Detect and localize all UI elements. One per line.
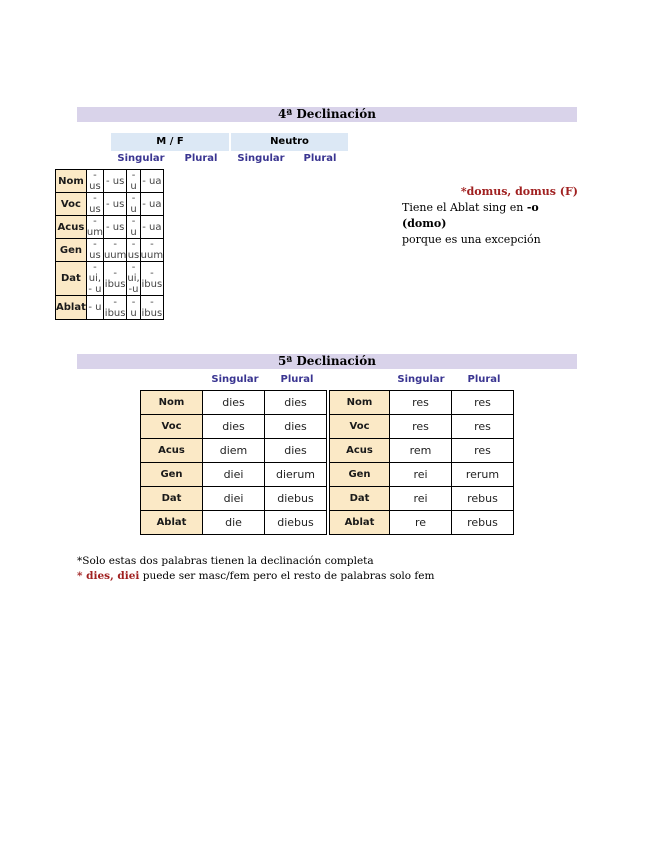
- res-case-cell: Nom: [330, 391, 390, 415]
- dies-case-cell: Nom: [141, 391, 203, 415]
- sub-header-plural: Plural: [467, 374, 501, 385]
- table-row: [56, 239, 164, 262]
- group-header-neutro: Neutro: [231, 133, 348, 151]
- sub-header-plural: Plural: [303, 153, 337, 164]
- res-table: [329, 390, 514, 535]
- dies-singular-cell: die: [203, 511, 265, 535]
- note-text: Tiene el Ablat sing en: [402, 201, 527, 214]
- table-row: [330, 415, 514, 439]
- dies-singular-cell: dies: [203, 415, 265, 439]
- note-bold: -o (domo): [402, 201, 539, 230]
- table-row: [141, 391, 327, 415]
- mf-singular-cell: - um: [86, 216, 103, 238]
- res-plural-cell: rebus: [452, 487, 514, 511]
- note-line: [402, 200, 578, 232]
- neutro-singular-cell: - u: [127, 170, 140, 193]
- mf-plural-cell: - us: [103, 216, 126, 239]
- table-row: [330, 391, 514, 415]
- footnote-text: puede ser masc/fem pero el resto de palabras solo fem: [139, 570, 435, 582]
- neutro-singular-cell: - u: [127, 193, 140, 216]
- section-title-4: 4ª Declinación: [77, 107, 577, 122]
- case-cell: Gen: [56, 239, 87, 262]
- case-cell: Ablat: [56, 296, 87, 320]
- dies-table: [140, 390, 327, 535]
- mf-plural-cell: - ibus: [104, 296, 126, 319]
- res-singular-cell: rei: [390, 463, 452, 487]
- section-title-5: 5ª Declinación: [77, 354, 577, 369]
- neutro-plural-cell: - ua: [140, 170, 163, 193]
- dies-case-cell: Gen: [141, 463, 203, 487]
- declension-4-grid: [55, 169, 164, 320]
- res-plural-cell: res: [452, 439, 514, 463]
- res-plural-cell: res: [452, 391, 514, 415]
- res-case-cell: Ablat: [330, 511, 390, 535]
- footnote-gender: [77, 570, 434, 582]
- res-case-cell: Gen: [330, 463, 390, 487]
- sub-header-plural: Plural: [280, 374, 314, 385]
- dies-plural-cell: dies: [265, 415, 327, 439]
- res-case-cell: Dat: [330, 487, 390, 511]
- case-cell: Nom: [56, 170, 87, 193]
- table-row: [330, 463, 514, 487]
- table-row: [56, 296, 164, 320]
- res-singular-cell: re: [390, 511, 452, 535]
- sub-header-singular: Singular: [237, 153, 285, 164]
- mf-plural-cell: - us: [103, 170, 126, 193]
- case-cell: Acus: [56, 216, 87, 239]
- res-singular-cell: res: [390, 415, 452, 439]
- table-row: [56, 262, 164, 296]
- footnote-dies: dies, diei: [86, 570, 140, 582]
- table-row: [56, 216, 164, 239]
- table-row: [141, 439, 327, 463]
- table-row: [141, 463, 327, 487]
- dies-singular-cell: diem: [203, 439, 265, 463]
- mf-singular-cell: - us: [86, 239, 103, 262]
- neutro-singular-cell: - ui, -u: [127, 262, 140, 295]
- sub-header-singular: Singular: [117, 153, 165, 164]
- dies-case-cell: Acus: [141, 439, 203, 463]
- neutro-singular-cell: - us: [127, 239, 140, 261]
- dies-case-cell: Voc: [141, 415, 203, 439]
- neutro-plural-cell: - ua: [140, 216, 163, 239]
- neutro-plural-cell: - ibus: [141, 296, 163, 319]
- footnote-complete: *Solo estas dos palabras tienen la declinación completa: [77, 555, 374, 567]
- table-row: [141, 487, 327, 511]
- mf-singular-cell: - us: [86, 193, 103, 216]
- mf-plural-cell: - us: [103, 193, 126, 216]
- group-header-mf: M / F: [111, 133, 229, 151]
- dies-singular-cell: dies: [203, 391, 265, 415]
- domus-note: [402, 184, 578, 248]
- dies-plural-cell: diebus: [265, 487, 327, 511]
- dies-plural-cell: dies: [265, 439, 327, 463]
- res-plural-cell: rerum: [452, 463, 514, 487]
- sub-header-singular: Singular: [211, 374, 259, 385]
- dies-plural-cell: dies: [265, 391, 327, 415]
- res-plural-cell: rebus: [452, 511, 514, 535]
- table-row: [56, 170, 164, 193]
- table-row: [56, 193, 164, 216]
- mf-singular-cell: - us: [86, 170, 103, 193]
- res-singular-cell: res: [390, 391, 452, 415]
- res-case-cell: Voc: [330, 415, 390, 439]
- dies-singular-cell: diei: [203, 487, 265, 511]
- table-row: [330, 487, 514, 511]
- dies-plural-cell: dierum: [265, 463, 327, 487]
- res-singular-cell: rei: [390, 487, 452, 511]
- res-case-cell: Acus: [330, 439, 390, 463]
- case-cell: Voc: [56, 193, 87, 216]
- table-row: [141, 511, 327, 535]
- mf-singular-cell: - u: [86, 296, 103, 320]
- mf-singular-cell: - ui, - u: [88, 262, 102, 295]
- sub-header-plural: Plural: [184, 153, 218, 164]
- dies-case-cell: Dat: [141, 487, 203, 511]
- dies-plural-cell: diebus: [265, 511, 327, 535]
- neutro-singular-cell: - u: [127, 296, 140, 320]
- res-plural-cell: res: [452, 415, 514, 439]
- res-singular-cell: rem: [390, 439, 452, 463]
- table-row: [330, 439, 514, 463]
- mf-plural-cell: - ibus: [103, 262, 126, 296]
- dies-case-cell: Ablat: [141, 511, 203, 535]
- neutro-singular-cell: - u: [127, 216, 140, 239]
- neutro-plural-cell: - ua: [140, 193, 163, 216]
- neutro-plural-cell: - uum: [140, 239, 164, 261]
- table-row: [330, 511, 514, 535]
- case-cell: Dat: [56, 262, 87, 296]
- neutro-plural-cell: - ibus: [140, 262, 163, 296]
- note-line: porque es una excepción: [402, 233, 541, 246]
- dies-singular-cell: diei: [203, 463, 265, 487]
- sub-header-singular: Singular: [397, 374, 445, 385]
- mf-plural-cell: - uum: [103, 239, 127, 261]
- footnote-asterisk: *: [77, 570, 87, 582]
- table-row: [141, 415, 327, 439]
- note-title: *domus, domus (F): [460, 185, 578, 198]
